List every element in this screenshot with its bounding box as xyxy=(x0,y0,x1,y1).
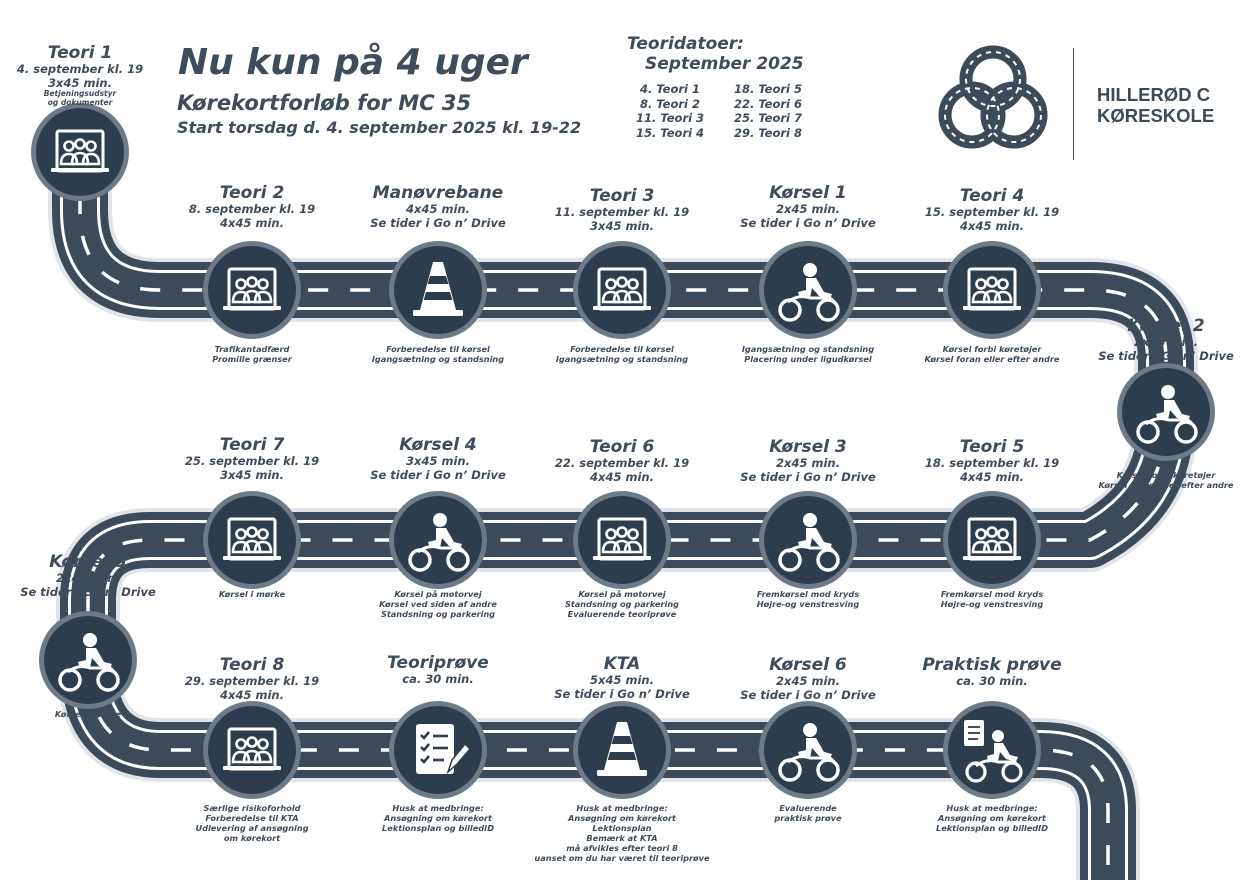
stop-node-koersel-3 xyxy=(764,496,852,584)
stop-description-line: praktisk prøve xyxy=(774,813,842,823)
school-name xyxy=(1097,84,1214,126)
theory-date: 11. Teori 3 xyxy=(636,111,705,125)
knot-logo-icon xyxy=(934,43,1052,155)
stop-node-praktisk-proeve xyxy=(948,706,1036,794)
classroom-icon xyxy=(36,108,124,196)
theory-dates-heading: Teoridatoer: xyxy=(627,34,744,54)
stop-description-line: Husk at medbringe: xyxy=(392,803,484,813)
stop-description-line: Højre-og venstresving xyxy=(756,599,860,609)
stop-detail: 22. september kl. 19 xyxy=(554,456,690,470)
checklist-pen-icon xyxy=(394,706,482,794)
stop-heading-teori-4 xyxy=(882,187,1102,233)
stop-description-line: Igangsætning og standsning xyxy=(555,354,689,364)
stop-title: Teori 3 xyxy=(589,186,655,206)
stop-description-line: Fremkørsel mod kryds xyxy=(940,589,1044,599)
stop-title: Teori 8 xyxy=(219,655,285,675)
stop-detail: 4x45 min. xyxy=(960,218,1024,233)
stop-description-line: Kørsel foran eller efter andre xyxy=(924,354,1060,364)
stop-description-line: Placering under ligudkørsel xyxy=(744,354,872,364)
stop-detail: Se tider i Go n’ Drive xyxy=(740,687,876,702)
stop-node-teori-7 xyxy=(208,496,296,584)
theory-date: 18. Teori 5 xyxy=(733,82,802,96)
stop-detail: 4x45 min. xyxy=(220,215,284,230)
stop-description-line: Særlige risikoforhold xyxy=(203,803,301,813)
stop-detail: 4x45 min. xyxy=(220,687,284,702)
classroom-icon xyxy=(578,496,666,584)
school-name-line-1: HILLERØD C xyxy=(1097,84,1211,105)
stop-description-line: Højre-og venstresving xyxy=(940,599,1044,609)
stop-heading-teori-1 xyxy=(0,44,190,90)
theory-date: 29. Teori 8 xyxy=(733,125,802,140)
stop-detail: 5x45 min. xyxy=(590,673,654,687)
stop-description-teori-1 xyxy=(0,89,180,107)
stop-description-line: Kørsel ved siden af andre xyxy=(379,599,497,609)
stop-description-teori-3 xyxy=(522,344,722,364)
stop-description-manoevrebane xyxy=(338,344,538,364)
stop-description-teori-8 xyxy=(152,803,352,843)
stop-description-line: Evaluerende xyxy=(779,803,837,813)
theory-date: 4. Teori 1 xyxy=(639,82,700,96)
stop-description-kta xyxy=(522,803,722,863)
classroom-icon xyxy=(948,496,1036,584)
stop-title: Kørsel 1 xyxy=(769,183,847,203)
stop-node-teoriproeve xyxy=(394,706,482,794)
stop-detail: Se tider i Go n’ Drive xyxy=(370,467,506,482)
stop-description-line: Trafikantadfærd xyxy=(214,344,290,354)
page-subtitle: Kørekortforløb for MC 35 xyxy=(177,91,472,115)
stop-description-koersel-3 xyxy=(708,589,908,609)
stop-description-koersel-4 xyxy=(338,589,538,619)
stop-detail: Se tider i Go n’ Drive xyxy=(20,584,156,599)
stop-detail: Se tider i Go n’ Drive xyxy=(740,215,876,230)
theory-date: 8. Teori 2 xyxy=(639,96,700,111)
stop-description-line: Standsning og parkering xyxy=(564,599,680,609)
stop-description-line: Lektionsplan xyxy=(592,823,652,833)
classroom-icon xyxy=(208,496,296,584)
stop-detail: 3x45 min. xyxy=(406,454,470,468)
traffic-cone-icon xyxy=(394,246,482,334)
stop-node-teori-3 xyxy=(578,246,666,334)
stop-description-line: Standsning og parkering xyxy=(380,609,496,619)
stop-title: Praktisk prøve xyxy=(922,655,1062,675)
stop-description-line: Fremkørsel mod kryds xyxy=(756,589,860,599)
motorcycle-icon xyxy=(764,246,852,334)
motorcycle-icon xyxy=(764,706,852,794)
stop-detail: 11. september kl. 19 xyxy=(554,205,690,219)
stop-description-line: Promille grænser xyxy=(212,354,292,364)
stop-detail: Se tider i Go n’ Drive xyxy=(1098,348,1234,363)
stop-description-line: Kørsel foran eller efter andre xyxy=(1098,480,1234,490)
stop-title: Teori 7 xyxy=(219,435,285,455)
stop-heading-koersel-2 xyxy=(1056,317,1243,363)
theory-date: 22. Teori 6 xyxy=(733,96,802,111)
stop-description-line: Kørsel på motorvej xyxy=(578,589,666,599)
stop-detail: 4x45 min. xyxy=(406,202,470,216)
stop-detail: Se tider i Go n’ Drive xyxy=(370,215,506,230)
stop-heading-teori-7 xyxy=(142,436,362,482)
stop-node-koersel-6 xyxy=(764,706,852,794)
stop-node-teori-8 xyxy=(208,706,296,794)
stop-title: Teori 6 xyxy=(589,437,655,457)
stop-description-line: Kørsel på motorvej xyxy=(394,589,482,599)
classroom-icon xyxy=(578,246,666,334)
stop-detail: 15. september kl. 19 xyxy=(924,205,1060,219)
stop-detail: 3x45 min. xyxy=(220,467,284,482)
stop-node-koersel-4 xyxy=(394,496,482,584)
classroom-icon xyxy=(208,246,296,334)
stop-description-line: Udlevering af ansøgning xyxy=(195,823,309,833)
classroom-icon xyxy=(948,246,1036,334)
stop-description-teoriproeve xyxy=(338,803,538,833)
stop-description-line: Lektionsplan og billedID xyxy=(935,823,1048,833)
motorcycle-checklist-icon xyxy=(948,706,1036,794)
stop-detail: 2x45 min. xyxy=(776,674,840,688)
theory-dates-month: September 2025 xyxy=(645,54,804,74)
stop-detail: 2x45 min. xyxy=(1134,335,1198,349)
stop-title: KTA xyxy=(603,654,641,674)
stop-detail: 4x45 min. xyxy=(960,469,1024,484)
stop-description-line: Ansøgning om kørekort xyxy=(568,813,676,823)
stop-node-teori-2 xyxy=(208,246,296,334)
stop-detail: 2x45 min. xyxy=(56,571,120,585)
stop-description-line: Lektionsplan og billedID xyxy=(381,823,494,833)
stop-node-kta xyxy=(578,706,666,794)
stop-description-line: Bemærk at KTA xyxy=(586,833,658,843)
stop-detail: 2x45 min. xyxy=(776,202,840,216)
stop-node-manoevrebane xyxy=(394,246,482,334)
stop-node-teori-1 xyxy=(36,108,124,196)
stop-node-teori-6 xyxy=(578,496,666,584)
stop-title: Teori 2 xyxy=(219,183,285,203)
stop-title: Kørsel 5 xyxy=(49,552,127,572)
stop-title: Teori 4 xyxy=(959,186,1025,206)
stop-detail: 3x45 min. xyxy=(48,75,112,90)
stop-description-line: må afvikles efter teori 8 xyxy=(566,843,678,853)
stop-node-teori-4 xyxy=(948,246,1036,334)
stop-description-line: Forberedelse til kørsel xyxy=(386,344,490,354)
stop-detail: Se tider i Go n’ Drive xyxy=(740,469,876,484)
stop-detail: 3x45 min. xyxy=(590,218,654,233)
stop-description-koersel-5 xyxy=(0,709,188,719)
stop-title: Kørsel 4 xyxy=(399,435,477,455)
page-title: Nu kun på 4 uger xyxy=(178,42,528,83)
motorcycle-icon xyxy=(394,496,482,584)
stop-node-koersel-5 xyxy=(44,616,132,704)
stop-heading-koersel-5 xyxy=(0,553,198,599)
stop-description-line: og dokumenter xyxy=(47,98,113,107)
stop-title: Teori 5 xyxy=(959,437,1025,457)
stop-node-koersel-1 xyxy=(764,246,852,334)
stop-description-line: Husk at medbringe: xyxy=(576,803,668,813)
motorcycle-icon xyxy=(1122,368,1210,456)
theory-date: 25. Teori 7 xyxy=(733,111,802,125)
stop-heading-praktisk-proeve xyxy=(882,656,1102,689)
stop-node-teori-5 xyxy=(948,496,1036,584)
school-name-line-2: KØRESKOLE xyxy=(1097,105,1215,126)
stop-title: Teoriprøve xyxy=(387,653,489,673)
stop-description-koersel-6 xyxy=(708,803,908,823)
stop-title: Manøvrebane xyxy=(372,183,504,203)
stop-description-teori-6 xyxy=(522,589,722,619)
stop-description-line: om kørekort xyxy=(223,833,281,843)
theory-dates-col-2 xyxy=(730,82,802,140)
stop-detail: 4. september kl. 19 xyxy=(16,62,144,76)
stop-detail: 29. september kl. 19 xyxy=(184,674,320,688)
stop-description-line: uanset om du har været til teoriprøve xyxy=(534,853,710,863)
stop-detail: ca. 30 min. xyxy=(402,672,474,686)
stop-description-line: Kørsel forbi køretøjer xyxy=(942,344,1042,354)
stop-detail: Se tider i Go n’ Drive xyxy=(554,686,690,701)
stop-description-line: Betjeningsudstyr xyxy=(43,89,117,98)
stop-detail: 8. september kl. 19 xyxy=(188,202,316,216)
stop-description-line: Husk at medbringe: xyxy=(946,803,1038,813)
stop-description-praktisk-proeve xyxy=(892,803,1092,833)
stop-description-line: Evaluerende teoriprøve xyxy=(567,609,677,619)
stop-node-koersel-2 xyxy=(1122,368,1210,456)
stop-description-line: Igangsætning og standsning xyxy=(371,354,505,364)
logo-divider xyxy=(1073,48,1074,160)
motorcycle-icon xyxy=(44,616,132,704)
stop-description-line: Igangsætning og standsning xyxy=(741,344,875,354)
traffic-cone-icon xyxy=(578,706,666,794)
stop-detail: 25. september kl. 19 xyxy=(184,454,320,468)
classroom-icon xyxy=(208,706,296,794)
stop-description-line: Forberedelse til KTA xyxy=(205,813,299,823)
stop-description-teori-5 xyxy=(892,589,1092,609)
stop-description-line: Ansøgning om kørekort xyxy=(384,813,492,823)
stop-description-koersel-1 xyxy=(708,344,908,364)
stop-title: Teori 1 xyxy=(47,43,113,63)
stop-description-line: Kørsel forbi køretøjer xyxy=(1116,470,1216,480)
stop-detail: 18. september kl. 19 xyxy=(924,456,1060,470)
stop-detail: 4x45 min. xyxy=(590,469,654,484)
stop-title: Kørsel 3 xyxy=(769,437,847,457)
stop-title: Kørsel 6 xyxy=(769,655,847,675)
theory-dates-col-1 xyxy=(636,82,705,140)
theory-date: 15. Teori 4 xyxy=(636,125,705,140)
stop-description-teori-2 xyxy=(152,344,352,364)
motorcycle-icon xyxy=(764,496,852,584)
stop-title: Kørsel 2 xyxy=(1127,316,1205,336)
stop-detail: 2x45 min. xyxy=(776,456,840,470)
stop-description-line: Forberedelse til kørsel xyxy=(570,344,674,354)
stop-description-line: Kørsel i mørke xyxy=(54,709,122,719)
start-date: Start torsdag d. 4. september 2025 kl. 19-22 xyxy=(177,118,582,137)
stop-description-line: Kørsel i mørke xyxy=(218,589,286,599)
stop-description-line: Ansøgning om kørekort xyxy=(938,813,1046,823)
stop-detail: ca. 30 min. xyxy=(956,674,1028,688)
